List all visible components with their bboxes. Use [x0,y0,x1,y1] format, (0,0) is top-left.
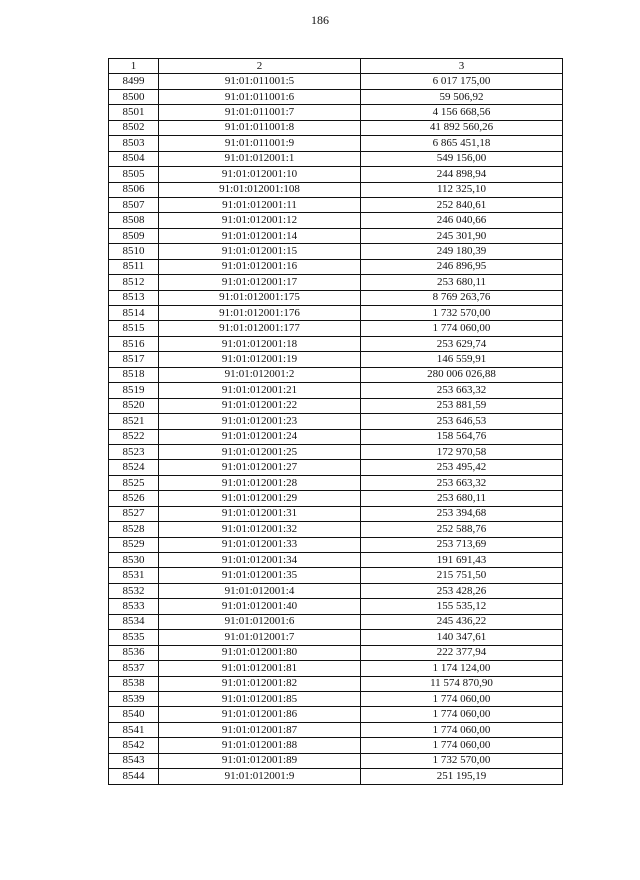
table-row [109,429,563,444]
cadastral-number-cell: 91:01:012001:18 [159,336,361,351]
cadastral-value-cell: 253 663,32 [361,475,563,490]
row-number-cell: 8522 [109,429,159,444]
row-number-cell: 8504 [109,151,159,166]
cadastral-number-cell: 91:01:012001:22 [159,398,361,413]
cadastral-value-cell: 253 881,59 [361,398,563,413]
table-row [109,259,563,274]
row-number-cell: 8499 [109,74,159,89]
cadastral-value-cell: 8 769 263,76 [361,290,563,305]
cadastral-value-cell: 1 732 570,00 [361,753,563,768]
cadastral-number-cell: 91:01:012001:4 [159,583,361,598]
row-number-cell: 8520 [109,398,159,413]
table-row [109,367,563,382]
table-row [109,506,563,521]
table-row [109,645,563,660]
row-number-cell: 8539 [109,691,159,706]
row-number-cell: 8536 [109,645,159,660]
row-number-cell: 8538 [109,676,159,691]
cadastral-number-cell: 91:01:012001:40 [159,599,361,614]
cadastral-number-cell: 91:01:012001:14 [159,228,361,243]
cadastral-value-cell: 253 428,26 [361,583,563,598]
cadastral-value-cell: 6 865 451,18 [361,136,563,151]
cadastral-number-cell: 91:01:012001:28 [159,475,361,490]
row-number-cell: 8531 [109,568,159,583]
table-row [109,336,563,351]
cadastral-value-cell: 253 663,32 [361,383,563,398]
cadastral-number-cell: 91:01:012001:2 [159,367,361,382]
row-number-cell: 8543 [109,753,159,768]
cadastral-number-cell: 91:01:012001:175 [159,290,361,305]
row-number-cell: 8518 [109,367,159,382]
row-number-cell: 8500 [109,89,159,104]
cadastral-number-cell: 91:01:012001:6 [159,614,361,629]
table-row [109,136,563,151]
table-row [109,753,563,768]
cadastral-number-cell: 91:01:011001:9 [159,136,361,151]
row-number-cell: 8514 [109,306,159,321]
cadastral-value-cell: 253 646,53 [361,414,563,429]
cadastral-number-cell: 91:01:012001:176 [159,306,361,321]
cadastral-number-cell: 91:01:012001:88 [159,738,361,753]
cadastral-number-cell: 91:01:012001:31 [159,506,361,521]
cadastral-number-cell: 91:01:011001:5 [159,74,361,89]
cadastral-number-cell: 91:01:011001:7 [159,105,361,120]
row-number-cell: 8529 [109,537,159,552]
table-row [109,738,563,753]
cadastral-value-cell: 155 535,12 [361,599,563,614]
cadastral-value-cell: 253 680,11 [361,491,563,506]
table-row [109,321,563,336]
row-number-cell: 8540 [109,707,159,722]
row-number-cell: 8525 [109,475,159,490]
table-row [109,197,563,212]
cadastral-value-cell: 253 495,42 [361,460,563,475]
table-row [109,167,563,182]
cadastral-value-cell: 146 559,91 [361,352,563,367]
row-number-cell: 8506 [109,182,159,197]
row-number-cell: 8537 [109,661,159,676]
cadastral-number-cell: 91:01:012001:177 [159,321,361,336]
cadastral-value-cell: 245 301,90 [361,228,563,243]
cadastral-value-cell: 244 898,94 [361,167,563,182]
cadastral-value-cell: 249 180,39 [361,244,563,259]
table-row [109,213,563,228]
row-number-cell: 8524 [109,460,159,475]
cadastral-value-cell: 11 574 870,90 [361,676,563,691]
cadastral-number-cell: 91:01:012001:82 [159,676,361,691]
table-row [109,553,563,568]
table-row [109,630,563,645]
cadastral-number-cell: 91:01:012001:87 [159,722,361,737]
cadastral-value-cell: 59 506,92 [361,89,563,104]
row-number-cell: 8526 [109,491,159,506]
column-header-2: 2 [159,59,361,74]
table-row [109,769,563,784]
cadastral-number-cell: 91:01:012001:9 [159,769,361,784]
cadastral-value-cell: 191 691,43 [361,553,563,568]
table-row [109,182,563,197]
row-number-cell: 8513 [109,290,159,305]
cadastral-value-cell: 280 006 026,88 [361,367,563,382]
cadastral-value-cell: 251 195,19 [361,769,563,784]
table-row [109,522,563,537]
cadastral-number-cell: 91:01:012001:89 [159,753,361,768]
cadastral-number-cell: 91:01:011001:8 [159,120,361,135]
cadastral-value-cell: 253 680,11 [361,275,563,290]
row-number-cell: 8530 [109,553,159,568]
table-row [109,583,563,598]
row-number-cell: 8509 [109,228,159,243]
cadastral-number-cell: 91:01:012001:29 [159,491,361,506]
cadastral-number-cell: 91:01:012001:86 [159,707,361,722]
table-row [109,275,563,290]
table-row [109,244,563,259]
cadastral-value-cell: 246 896,95 [361,259,563,274]
row-number-cell: 8532 [109,583,159,598]
cadastral-value-cell: 549 156,00 [361,151,563,166]
cadastral-value-cell: 253 713,69 [361,537,563,552]
row-number-cell: 8511 [109,259,159,274]
cadastral-number-cell: 91:01:012001:19 [159,352,361,367]
cadastral-value-table [108,58,563,785]
cadastral-number-cell: 91:01:012001:17 [159,275,361,290]
table-row [109,398,563,413]
row-number-cell: 8533 [109,599,159,614]
cadastral-value-cell: 172 970,58 [361,444,563,459]
cadastral-number-cell: 91:01:012001:7 [159,630,361,645]
table-row [109,537,563,552]
cadastral-value-cell: 245 436,22 [361,614,563,629]
cadastral-value-cell: 6 017 175,00 [361,74,563,89]
table-row [109,614,563,629]
cadastral-value-cell: 215 751,50 [361,568,563,583]
cadastral-number-cell: 91:01:012001:81 [159,661,361,676]
cadastral-value-cell: 253 394,68 [361,506,563,521]
row-number-cell: 8535 [109,630,159,645]
row-number-cell: 8534 [109,614,159,629]
cadastral-number-cell: 91:01:012001:11 [159,197,361,212]
row-number-cell: 8515 [109,321,159,336]
cadastral-value-cell: 1 774 060,00 [361,321,563,336]
table-body [109,74,563,784]
table-row [109,568,563,583]
cadastral-value-cell: 253 629,74 [361,336,563,351]
row-number-cell: 8519 [109,383,159,398]
table-row [109,599,563,614]
cadastral-number-cell: 91:01:012001:12 [159,213,361,228]
row-number-cell: 8516 [109,336,159,351]
table-row [109,306,563,321]
cadastral-value-cell: 1 174 124,00 [361,661,563,676]
row-number-cell: 8542 [109,738,159,753]
table-row [109,352,563,367]
cadastral-number-cell: 91:01:012001:108 [159,182,361,197]
cadastral-value-cell: 4 156 668,56 [361,105,563,120]
cadastral-value-cell: 140 347,61 [361,630,563,645]
cadastral-number-cell: 91:01:012001:10 [159,167,361,182]
cadastral-value-cell: 1 774 060,00 [361,691,563,706]
table-row [109,105,563,120]
table-row [109,228,563,243]
table-row [109,383,563,398]
cadastral-number-cell: 91:01:012001:16 [159,259,361,274]
cadastral-value-cell: 1 774 060,00 [361,738,563,753]
row-number-cell: 8503 [109,136,159,151]
cadastral-value-cell: 1 774 060,00 [361,722,563,737]
table-row [109,691,563,706]
cadastral-value-cell: 222 377,94 [361,645,563,660]
table-row [109,491,563,506]
table-row [109,722,563,737]
cadastral-number-cell: 91:01:012001:27 [159,460,361,475]
cadastral-value-cell: 252 588,76 [361,522,563,537]
table-row [109,151,563,166]
table-row [109,460,563,475]
cadastral-value-cell: 1 774 060,00 [361,707,563,722]
cadastral-number-cell: 91:01:012001:80 [159,645,361,660]
column-header-1: 1 [109,59,159,74]
table-row [109,290,563,305]
row-number-cell: 8527 [109,506,159,521]
row-number-cell: 8508 [109,213,159,228]
row-number-cell: 8502 [109,120,159,135]
row-number-cell: 8541 [109,722,159,737]
row-number-cell: 8528 [109,522,159,537]
row-number-cell: 8521 [109,414,159,429]
table-row [109,74,563,89]
cadastral-number-cell: 91:01:012001:1 [159,151,361,166]
cadastral-number-cell: 91:01:012001:23 [159,414,361,429]
cadastral-value-cell: 41 892 560,26 [361,120,563,135]
row-number-cell: 8501 [109,105,159,120]
table-row [109,414,563,429]
row-number-cell: 8544 [109,769,159,784]
cadastral-number-cell: 91:01:012001:21 [159,383,361,398]
cadastral-number-cell: 91:01:012001:35 [159,568,361,583]
cadastral-value-cell: 112 325,10 [361,182,563,197]
cadastral-value-cell: 246 040,66 [361,213,563,228]
table-row [109,676,563,691]
row-number-cell: 8517 [109,352,159,367]
row-number-cell: 8505 [109,167,159,182]
table-row [109,707,563,722]
cadastral-number-cell: 91:01:012001:25 [159,444,361,459]
cadastral-number-cell: 91:01:012001:15 [159,244,361,259]
cadastral-number-cell: 91:01:012001:34 [159,553,361,568]
table-row [109,444,563,459]
table-row [109,120,563,135]
cadastral-number-cell: 91:01:012001:24 [159,429,361,444]
column-header-3: 3 [361,59,563,74]
cadastral-value-cell: 1 732 570,00 [361,306,563,321]
row-number-cell: 8507 [109,197,159,212]
cadastral-number-cell: 91:01:012001:85 [159,691,361,706]
table-row [109,475,563,490]
table-row [109,89,563,104]
cadastral-value-cell: 252 840,61 [361,197,563,212]
page-number: 186 [311,13,329,27]
cadastral-number-cell: 91:01:012001:33 [159,537,361,552]
cadastral-value-cell: 158 564,76 [361,429,563,444]
cadastral-number-cell: 91:01:012001:32 [159,522,361,537]
row-number-cell: 8512 [109,275,159,290]
table-row [109,661,563,676]
table-header-row [109,59,563,74]
row-number-cell: 8523 [109,444,159,459]
row-number-cell: 8510 [109,244,159,259]
cadastral-number-cell: 91:01:011001:6 [159,89,361,104]
